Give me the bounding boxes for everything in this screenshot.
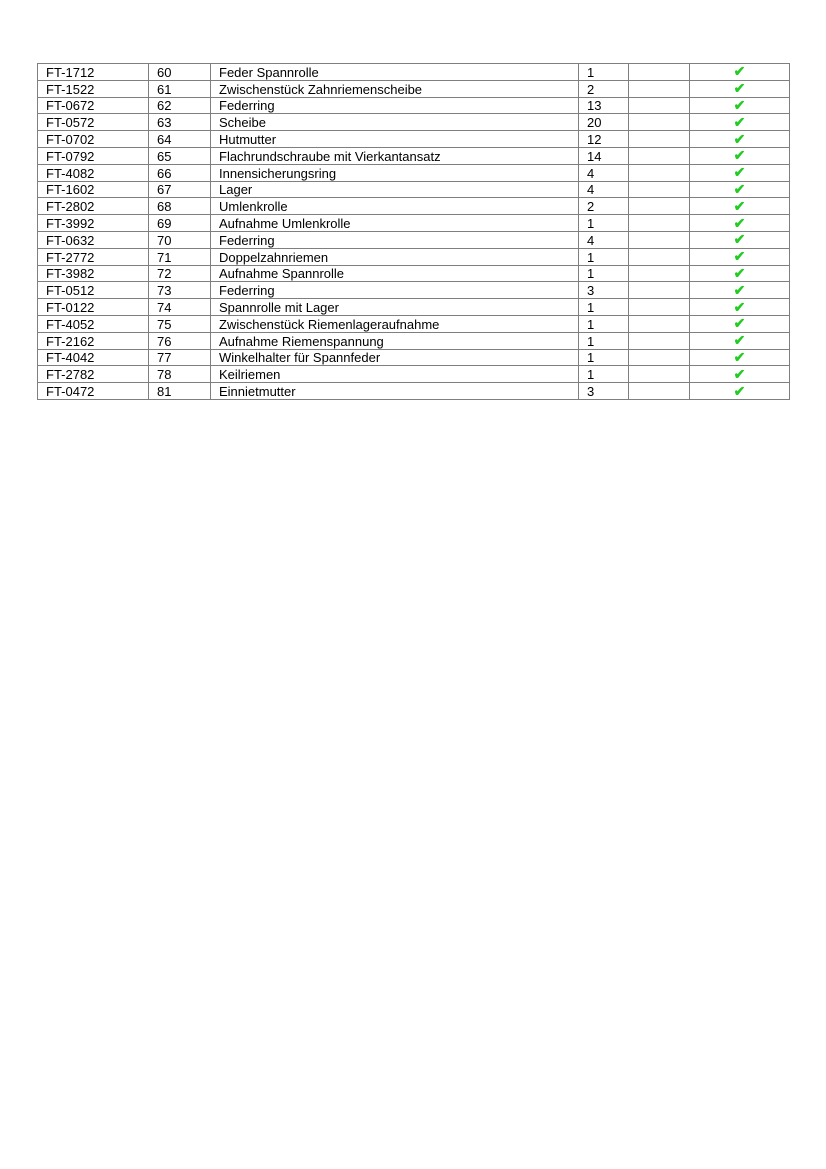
check-mark-icon: ✔: [690, 80, 790, 97]
article-number-cell: FT-4082: [38, 164, 149, 181]
article-number-cell: FT-0672: [38, 97, 149, 114]
quantity-cell: 1: [579, 366, 629, 383]
quantity-cell: 1: [579, 265, 629, 282]
article-number-cell: FT-3992: [38, 215, 149, 232]
description-cell: Doppelzahnriemen: [211, 248, 579, 265]
article-number-cell: FT-4052: [38, 315, 149, 332]
quantity-cell: 1: [579, 315, 629, 332]
note-cell: [629, 64, 690, 81]
position-cell: 63: [149, 114, 211, 131]
note-cell: [629, 131, 690, 148]
note-cell: [629, 231, 690, 248]
quantity-cell: 4: [579, 231, 629, 248]
description-cell: Keilriemen: [211, 366, 579, 383]
check-mark-icon: ✔: [690, 332, 790, 349]
check-mark-icon: ✔: [690, 215, 790, 232]
article-number-cell: FT-2802: [38, 198, 149, 215]
table-row: [38, 80, 790, 97]
quantity-cell: 1: [579, 248, 629, 265]
check-mark-icon: ✔: [690, 97, 790, 114]
quantity-cell: 1: [579, 332, 629, 349]
quantity-cell: 2: [579, 198, 629, 215]
table-row: [38, 315, 790, 332]
position-cell: 69: [149, 215, 211, 232]
article-number-cell: FT-0792: [38, 147, 149, 164]
table-row: [38, 231, 790, 248]
description-cell: Feder Spannrolle: [211, 64, 579, 81]
table-row: [38, 265, 790, 282]
note-cell: [629, 299, 690, 316]
note-cell: [629, 332, 690, 349]
table-row: [38, 164, 790, 181]
description-cell: Spannrolle mit Lager: [211, 299, 579, 316]
table-row: [38, 248, 790, 265]
position-cell: 62: [149, 97, 211, 114]
description-cell: Einnietmutter: [211, 383, 579, 400]
description-cell: Flachrundschraube mit Vierkantansatz: [211, 147, 579, 164]
position-cell: 61: [149, 80, 211, 97]
quantity-cell: 3: [579, 383, 629, 400]
note-cell: [629, 164, 690, 181]
check-mark-icon: ✔: [690, 64, 790, 81]
quantity-cell: 12: [579, 131, 629, 148]
check-mark-icon: ✔: [690, 265, 790, 282]
description-cell: Innensicherungsring: [211, 164, 579, 181]
table-row: [38, 198, 790, 215]
description-cell: Federring: [211, 282, 579, 299]
check-mark-icon: ✔: [690, 349, 790, 366]
position-cell: 74: [149, 299, 211, 316]
article-number-cell: FT-0702: [38, 131, 149, 148]
table-row: [38, 299, 790, 316]
article-number-cell: FT-2782: [38, 366, 149, 383]
table-row: [38, 181, 790, 198]
table-row: [38, 383, 790, 400]
quantity-cell: 13: [579, 97, 629, 114]
position-cell: 64: [149, 131, 211, 148]
position-cell: 81: [149, 383, 211, 400]
table-row: [38, 114, 790, 131]
table-row: [38, 366, 790, 383]
quantity-cell: 1: [579, 349, 629, 366]
article-number-cell: FT-3982: [38, 265, 149, 282]
parts-list-table: [37, 63, 790, 400]
article-number-cell: FT-2162: [38, 332, 149, 349]
position-cell: 65: [149, 147, 211, 164]
check-mark-icon: ✔: [690, 164, 790, 181]
description-cell: Scheibe: [211, 114, 579, 131]
note-cell: [629, 114, 690, 131]
check-mark-icon: ✔: [690, 181, 790, 198]
note-cell: [629, 282, 690, 299]
position-cell: 77: [149, 349, 211, 366]
description-cell: Winkelhalter für Spannfeder: [211, 349, 579, 366]
position-cell: 66: [149, 164, 211, 181]
table-row: [38, 97, 790, 114]
check-mark-icon: ✔: [690, 282, 790, 299]
table-row: [38, 131, 790, 148]
note-cell: [629, 265, 690, 282]
check-mark-icon: ✔: [690, 198, 790, 215]
position-cell: 75: [149, 315, 211, 332]
note-cell: [629, 147, 690, 164]
description-cell: Federring: [211, 97, 579, 114]
article-number-cell: FT-0122: [38, 299, 149, 316]
description-cell: Hutmutter: [211, 131, 579, 148]
note-cell: [629, 97, 690, 114]
table-row: [38, 332, 790, 349]
position-cell: 68: [149, 198, 211, 215]
description-cell: Umlenkrolle: [211, 198, 579, 215]
description-cell: Zwischenstück Riemenlageraufnahme: [211, 315, 579, 332]
note-cell: [629, 315, 690, 332]
position-cell: 78: [149, 366, 211, 383]
check-mark-icon: ✔: [690, 231, 790, 248]
description-cell: Federring: [211, 231, 579, 248]
article-number-cell: FT-0632: [38, 231, 149, 248]
quantity-cell: 1: [579, 215, 629, 232]
article-number-cell: FT-1522: [38, 80, 149, 97]
article-number-cell: FT-4042: [38, 349, 149, 366]
check-mark-icon: ✔: [690, 383, 790, 400]
quantity-cell: 4: [579, 164, 629, 181]
note-cell: [629, 181, 690, 198]
note-cell: [629, 383, 690, 400]
table-row: [38, 147, 790, 164]
quantity-cell: 20: [579, 114, 629, 131]
quantity-cell: 1: [579, 299, 629, 316]
position-cell: 67: [149, 181, 211, 198]
table-row: [38, 215, 790, 232]
description-cell: Aufnahme Umlenkrolle: [211, 215, 579, 232]
article-number-cell: FT-1602: [38, 181, 149, 198]
check-mark-icon: ✔: [690, 315, 790, 332]
check-mark-icon: ✔: [690, 299, 790, 316]
quantity-cell: 4: [579, 181, 629, 198]
table-row: [38, 64, 790, 81]
article-number-cell: FT-0512: [38, 282, 149, 299]
check-mark-icon: ✔: [690, 131, 790, 148]
table-row: [38, 282, 790, 299]
quantity-cell: 1: [579, 64, 629, 81]
note-cell: [629, 366, 690, 383]
quantity-cell: 2: [579, 80, 629, 97]
check-mark-icon: ✔: [690, 114, 790, 131]
check-mark-icon: ✔: [690, 147, 790, 164]
position-cell: 73: [149, 282, 211, 299]
note-cell: [629, 248, 690, 265]
position-cell: 60: [149, 64, 211, 81]
note-cell: [629, 80, 690, 97]
note-cell: [629, 349, 690, 366]
description-cell: Aufnahme Spannrolle: [211, 265, 579, 282]
description-cell: Lager: [211, 181, 579, 198]
article-number-cell: FT-1712: [38, 64, 149, 81]
article-number-cell: FT-0472: [38, 383, 149, 400]
position-cell: 76: [149, 332, 211, 349]
note-cell: [629, 198, 690, 215]
check-mark-icon: ✔: [690, 366, 790, 383]
parts-list-body: [38, 64, 790, 400]
description-cell: Zwischenstück Zahnriemenscheibe: [211, 80, 579, 97]
article-number-cell: FT-2772: [38, 248, 149, 265]
table-row: [38, 349, 790, 366]
quantity-cell: 14: [579, 147, 629, 164]
check-mark-icon: ✔: [690, 248, 790, 265]
article-number-cell: FT-0572: [38, 114, 149, 131]
position-cell: 71: [149, 248, 211, 265]
note-cell: [629, 215, 690, 232]
position-cell: 72: [149, 265, 211, 282]
quantity-cell: 3: [579, 282, 629, 299]
description-cell: Aufnahme Riemenspannung: [211, 332, 579, 349]
position-cell: 70: [149, 231, 211, 248]
